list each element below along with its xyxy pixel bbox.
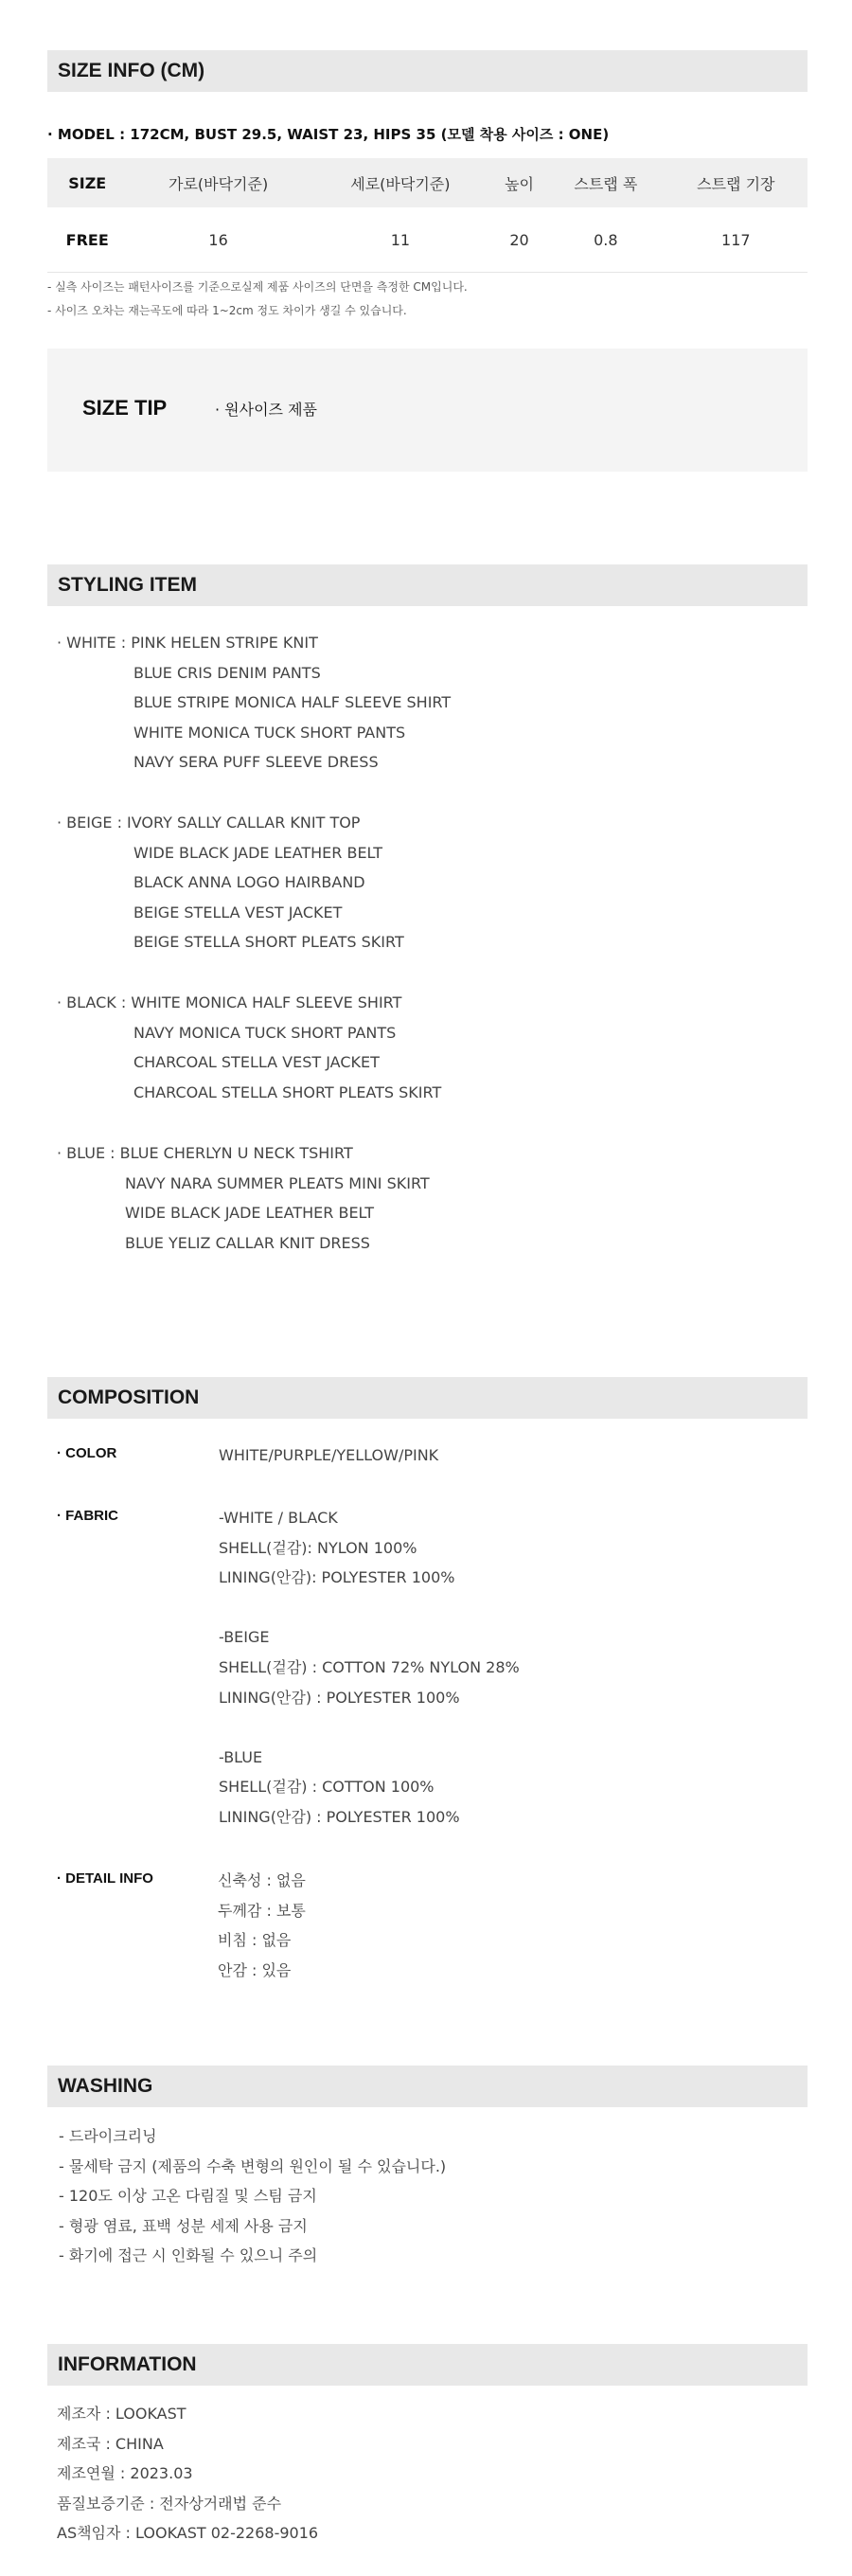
styling-header: STYLING ITEM bbox=[47, 564, 808, 606]
model-info: · MODEL : 172CM, BUST 29.5, WAIST 23, HIPS 35 (모델 착용 사이즈 : ONE) bbox=[47, 126, 610, 143]
styling-item: BLUE CHERLYN U NECK TSHIRT bbox=[119, 1144, 353, 1162]
washing-line: - 120도 이상 고온 다림질 및 스팀 금지 bbox=[59, 2187, 317, 2206]
styling-group-beige bbox=[57, 808, 404, 957]
color-value: WHITE/PURPLE/YELLOW/PINK bbox=[219, 1446, 439, 1464]
styling-item: NAVY SERA PUFF SLEEVE DRESS bbox=[133, 753, 379, 772]
table-row bbox=[47, 207, 808, 273]
width-col-header: 가로(바닥기준) bbox=[127, 158, 309, 207]
detail-info-list bbox=[218, 1866, 306, 1985]
fabric-label: · FABRIC bbox=[57, 1508, 118, 1524]
size-note: - 사이즈 오차는 재는곡도에 따라 1~2cm 정도 차이가 생길 수 있습니다. bbox=[47, 304, 407, 317]
styling-item: WHITE MONICA HALF SLEEVE SHIRT bbox=[131, 993, 402, 1011]
information-header: INFORMATION bbox=[47, 2344, 808, 2386]
styling-group-white bbox=[57, 628, 451, 778]
width-cell: 16 bbox=[127, 207, 309, 273]
length-cell: 11 bbox=[310, 207, 491, 273]
height-cell: 20 bbox=[491, 207, 547, 273]
styling-item: BLUE CRIS DENIM PANTS bbox=[133, 663, 321, 682]
styling-item: BLUE YELIZ CALLAR KNIT DRESS bbox=[125, 1233, 370, 1252]
styling-item: WHITE MONICA TUCK SHORT PANTS bbox=[133, 723, 406, 742]
fabric-line: LINING(안감) : POLYESTER 100% bbox=[219, 1807, 460, 1826]
information-line: 제조자 : LOOKAST bbox=[57, 2405, 186, 2423]
height-col-header: 높이 bbox=[491, 158, 547, 207]
fabric-line bbox=[219, 1712, 520, 1743]
styling-group-prefix: · BEIGE : bbox=[57, 814, 128, 832]
size-tip-text: · 원사이즈 제품 bbox=[215, 401, 317, 419]
detail-line: 안감 : 있음 bbox=[218, 1960, 292, 1979]
strap-length-cell: 117 bbox=[665, 207, 808, 273]
washing-list bbox=[59, 2121, 446, 2271]
size-table-header-row bbox=[47, 158, 808, 207]
fabric-line: SHELL(겉감) : COTTON 100% bbox=[219, 1778, 435, 1797]
size-col-header: SIZE bbox=[47, 158, 127, 207]
styling-item: NAVY NARA SUMMER PLEATS MINI SKIRT bbox=[125, 1173, 430, 1192]
strap-width-cell: 0.8 bbox=[547, 207, 665, 273]
styling-item: CHARCOAL STELLA SHORT PLEATS SKIRT bbox=[133, 1082, 442, 1101]
composition-header: COMPOSITION bbox=[47, 1377, 808, 1419]
fabric-line: LINING(안감) : POLYESTER 100% bbox=[219, 1688, 460, 1707]
detail-line: 두께감 : 보통 bbox=[218, 1901, 306, 1920]
strap-length-col-header: 스트랩 기장 bbox=[665, 158, 808, 207]
styling-item: BLACK ANNA LOGO HAIRBAND bbox=[133, 873, 365, 892]
information-line: AS책임자 : LOOKAST 02-2268-9016 bbox=[57, 2524, 319, 2543]
detail-line: 신축성 : 없음 bbox=[218, 1871, 306, 1889]
color-label: · COLOR bbox=[57, 1445, 117, 1461]
washing-header: WASHING bbox=[47, 2066, 808, 2107]
styling-item: PINK HELEN STRIPE KNIT bbox=[131, 634, 318, 652]
fabric-line: SHELL(겉감): NYLON 100% bbox=[219, 1538, 417, 1557]
washing-line: - 형광 염료, 표백 성분 세제 사용 금지 bbox=[59, 2216, 308, 2235]
strap-width-col-header: 스트랩 폭 bbox=[547, 158, 665, 207]
size-note: - 실측 사이즈는 패턴사이즈를 기준으로실제 제품 사이즈의 단면을 측정한 CM입니다. bbox=[47, 280, 468, 294]
fabric-list bbox=[219, 1503, 520, 1833]
styling-item: WIDE BLACK JADE LEATHER BELT bbox=[133, 843, 383, 862]
detail-line: 비침 : 없음 bbox=[218, 1931, 292, 1950]
length-col-header: 세로(바닥기준) bbox=[310, 158, 491, 207]
fabric-line: LINING(안감): POLYESTER 100% bbox=[219, 1568, 455, 1587]
fabric-line: -BEIGE bbox=[219, 1628, 270, 1647]
styling-group-prefix: · BLACK : bbox=[57, 993, 132, 1011]
styling-item: CHARCOAL STELLA VEST JACKET bbox=[133, 1053, 380, 1072]
information-list bbox=[57, 2399, 318, 2549]
styling-item: WIDE BLACK JADE LEATHER BELT bbox=[125, 1204, 375, 1223]
size-cell: FREE bbox=[47, 207, 127, 273]
styling-item: BEIGE STELLA SHORT PLEATS SKIRT bbox=[133, 933, 404, 952]
size-tip-box bbox=[47, 349, 808, 472]
information-line: 제조연월 : 2023.03 bbox=[57, 2464, 193, 2483]
information-line: 품질보증기준 : 전자상거래법 준수 bbox=[57, 2494, 282, 2513]
styling-item: BLUE STRIPE MONICA HALF SLEEVE SHIRT bbox=[133, 693, 452, 712]
fabric-line: -WHITE / BLACK bbox=[219, 1509, 338, 1527]
washing-line: - 드라이크리닝 bbox=[59, 2127, 157, 2145]
styling-item: NAVY MONICA TUCK SHORT PANTS bbox=[133, 1023, 397, 1042]
size-info-header: SIZE INFO (CM) bbox=[47, 50, 808, 92]
styling-item: BEIGE STELLA VEST JACKET bbox=[133, 903, 343, 921]
washing-line: - 화기에 접근 시 인화될 수 있으니 주의 bbox=[59, 2246, 318, 2265]
information-line: 제조국 : CHINA bbox=[57, 2434, 164, 2453]
styling-group-prefix: · BLUE : bbox=[57, 1144, 120, 1162]
styling-item: IVORY SALLY CALLAR KNIT TOP bbox=[127, 814, 361, 832]
styling-group-blue bbox=[57, 1138, 430, 1258]
fabric-line: SHELL(겉감) : COTTON 72% NYLON 28% bbox=[219, 1657, 520, 1676]
detail-info-label: · DETAIL INFO bbox=[57, 1870, 153, 1887]
washing-line: - 물세탁 금지 (제품의 수축 변형의 원인이 될 수 있습니다.) bbox=[59, 2156, 447, 2175]
styling-group-black bbox=[57, 988, 441, 1107]
size-notes bbox=[47, 276, 468, 323]
size-tip-label: SIZE TIP bbox=[82, 396, 168, 420]
size-table bbox=[47, 158, 808, 273]
fabric-line: -BLUE bbox=[219, 1747, 263, 1766]
styling-group-prefix: · WHITE : bbox=[57, 634, 132, 652]
fabric-line bbox=[219, 1593, 520, 1623]
